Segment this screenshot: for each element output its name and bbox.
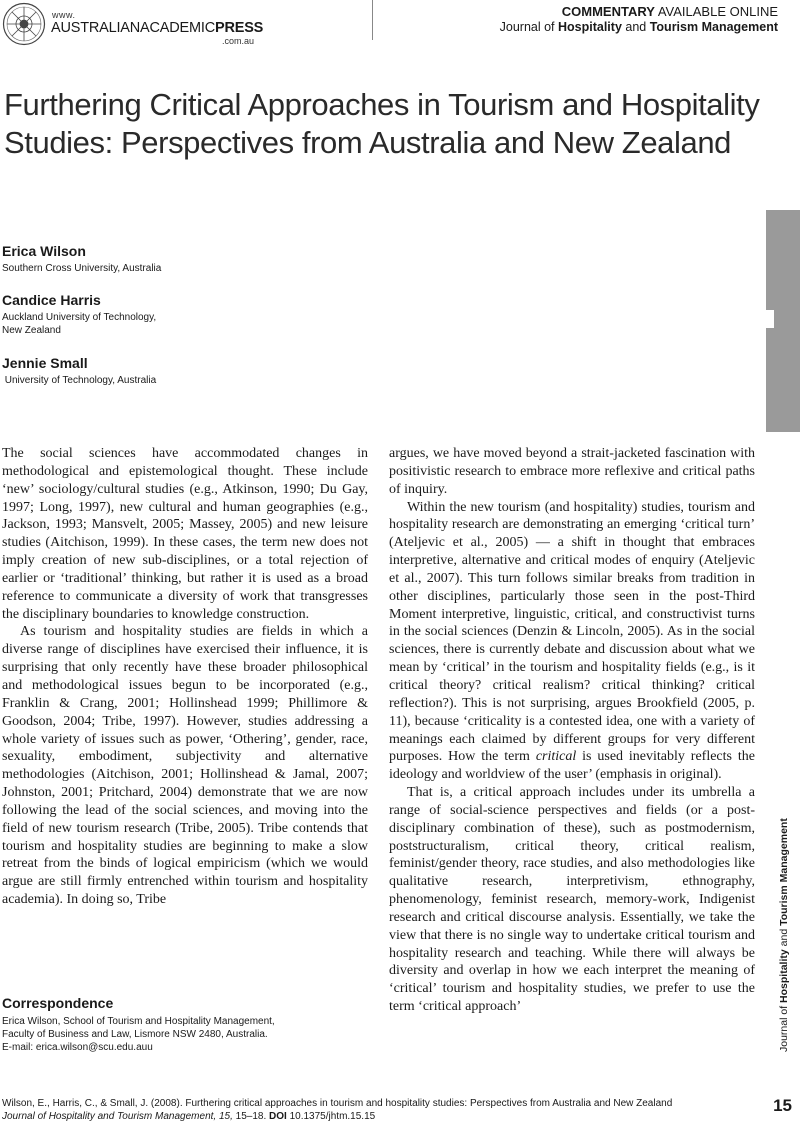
publisher-domain: .com.au xyxy=(221,36,254,46)
footer-doi-label: DOI xyxy=(269,1111,287,1122)
vertical-journal-name xyxy=(778,818,790,1052)
side-tab-marker-lower xyxy=(766,328,800,432)
author-name: Erica Wilson xyxy=(2,243,86,259)
publisher-name xyxy=(51,20,263,36)
vertical-journal-tourism: Tourism xyxy=(778,885,790,926)
author-affiliation-line2: New Zealand xyxy=(2,325,61,336)
journal-management: Management xyxy=(701,20,778,34)
paragraph: As tourism and hospitality studies are fields in which a diverse range of disciplines have exercised their influence, it is surprising that only recently have these broader philosophical and methodological issues begun to be incorporated (e.g., Franklin & Crang, 2001; Hollinshead 1999; Phillimore & Goodson, 2004; Tribe, 1997). However, studies addressing a whole variety of issues such as power, ‘Othering’, gender, race, sexuality, embodiment, subjectivity and alternative methodologies (Aitchison, 2001; Hollinshead & Jamal, 2007; Johnston, 2001; Pritchard, 2004) demonstrate that we are now following the lead of the social sciences, and moving into the field of new tourism research (Tribe, 2005). Tribe contends that tourism and hospitality studies are beginning to make a slow retreat from the binds of logical empiricism (which we would argue are still firmly entrenched within tourism and hospitality academia). In doing so, Tribe xyxy=(2,624,368,908)
body-column-left xyxy=(2,445,368,909)
footer-journal-italic: Journal of Hospitality and Tourism Management, 15, xyxy=(2,1111,233,1122)
author-affiliation: University of Technology, Australia xyxy=(2,375,157,386)
author-affiliation: Auckland University of Technology, xyxy=(2,312,157,323)
footer-journal-reference xyxy=(2,1111,375,1122)
vertical-journal-hospitality: Hospitality xyxy=(778,949,790,1003)
correspondence-heading: Correspondence xyxy=(2,995,114,1011)
vertical-journal-management: Management xyxy=(778,818,790,883)
footer-pages: 15–18. xyxy=(232,1111,270,1122)
publisher-www: www. xyxy=(52,10,76,20)
journal-and: and xyxy=(621,20,650,34)
journal-prefix: Journal of xyxy=(499,20,558,34)
paragraph: argues, we have moved beyond a strait-jacketed fascination with positivistic research to embrace more reflexive and critical paths of inquiry. xyxy=(389,446,755,497)
author-name: Jennie Small xyxy=(2,355,88,371)
title-line-2: Studies: Perspectives from Australia and New Zealand xyxy=(4,125,732,160)
correspondence-email[interactable]: E-mail: erica.wilson@scu.edu.auu xyxy=(2,1042,153,1053)
commentary-label xyxy=(562,4,778,19)
footer-doi[interactable]: 10.1375/jhtm.15.15 xyxy=(286,1111,376,1122)
journal-hospitality: Hospitality xyxy=(558,20,622,34)
publisher-name-part1: AUSTRALIANACADEMIC xyxy=(51,20,215,36)
paragraph xyxy=(389,499,755,785)
side-tab-notch xyxy=(774,310,800,328)
body-column-right xyxy=(389,445,755,1016)
vertical-journal-space xyxy=(778,882,790,885)
journal-name-header xyxy=(500,20,778,34)
vertical-journal-prefix: Journal of xyxy=(778,1002,790,1052)
author-affiliation: Southern Cross University, Australia xyxy=(2,263,162,274)
correspondence-line: Faculty of Business and Law, Lismore NSW 2480, Australia. xyxy=(2,1029,268,1040)
paragraph-text-end: is used inevitably reflects the ideology and worldview of the user’ (emphasis in original). xyxy=(389,749,755,783)
commentary-rest: AVAILABLE ONLINE xyxy=(654,4,778,19)
paragraph-emphasis: critical xyxy=(535,749,577,765)
publisher-logo-emblem xyxy=(2,2,46,46)
correspondence-line: Erica Wilson, School of Tourism and Hospitality Management, xyxy=(2,1016,275,1027)
footer-citation: Wilson, E., Harris, C., & Small, J. (2008). Furthering critical approaches in tourism and hospitality studies: Perspectives from Australia and New Zealand xyxy=(2,1098,673,1109)
paragraph-text: Within the new tourism (and hospitality) studies, tourism and hospitality research are demonstrating an emerging ‘critical turn’ (Ateljevic et al., 2005) — a shift in thought that embraces interpretive, alternative and critical modes of enquiry (Ateljevic et al., 2007). This turn follows similar breaks from tradition in other disciplines, particularly those seen in the post-Third Moment interpretive, linguistic, critical, and constructivist turns in the social sciences (Denzin & Lincoln, 2005). As in the social sciences, there is currently debate and discussion about what we mean by ‘critical’ in the tourism and hospitality fields (e.g., is it critical theory? critical realism? critical thinking? critical reflection?). This is not surprising, argues Brookfield (2005, p. 11), because ‘criticality is a contested idea, one with a variety of meanings each claimed by different groups for very different purposes. How the term xyxy=(389,499,755,765)
author-name: Candice Harris xyxy=(2,292,101,308)
journal-tourism: Tourism xyxy=(649,20,699,34)
paragraph: That is, a critical approach includes under its umbrella a range of social-science perspectives and fields (or a post-disciplinary combination of these), such as postmodernism, poststructuralism, critical theory, critical realism, feminist/gender theory, race studies, and also methodologies like qualitative research, interpretivism, ethnography, phenomenology, feminist research, memory-work, Indigenist research and critical discourse analysis. Essentially, we take the view that there is no single way to undertake critical tourism and hospitality research and teaching. While there will always be diversity and overlap in how we each interpret the meaning of ‘critical’ tourism and hospitality studies, we prefer to use the term ‘critical approach’ xyxy=(389,785,755,1015)
page-number: 15 xyxy=(773,1096,792,1115)
vertical-journal-and: and xyxy=(778,925,790,950)
correspondence-details xyxy=(2,1015,275,1054)
title-line-1: Furthering Critical Approaches in Tourism and Hospitality xyxy=(4,87,760,122)
commentary-bold: COMMENTARY xyxy=(561,4,655,19)
header-divider xyxy=(372,0,373,40)
article-title xyxy=(4,86,784,162)
publisher-name-part2: PRESS xyxy=(215,20,264,36)
side-tab-marker xyxy=(766,210,800,310)
paragraph: The social sciences have accommodated changes in methodological and epistemological thought. These include ‘new’ sociology/cultural studies (e.g., Atkinson, 1990; Du Gay, 1997; Long, 1997), new cultural and human geographies (e.g., Jackson, 1993; Mansvelt, 2005; Massey, 2005) and new leisure studies (Aitchison, 1999). In these cases, the term new does not imply creation of new sub-disciplines, or a total rejection of earlier or ‘traditional’ thinking, but rather it is used as a broad reference to communicate a diversity of work that transgresses the disciplinary boundaries to knowledge construction. xyxy=(2,446,368,622)
